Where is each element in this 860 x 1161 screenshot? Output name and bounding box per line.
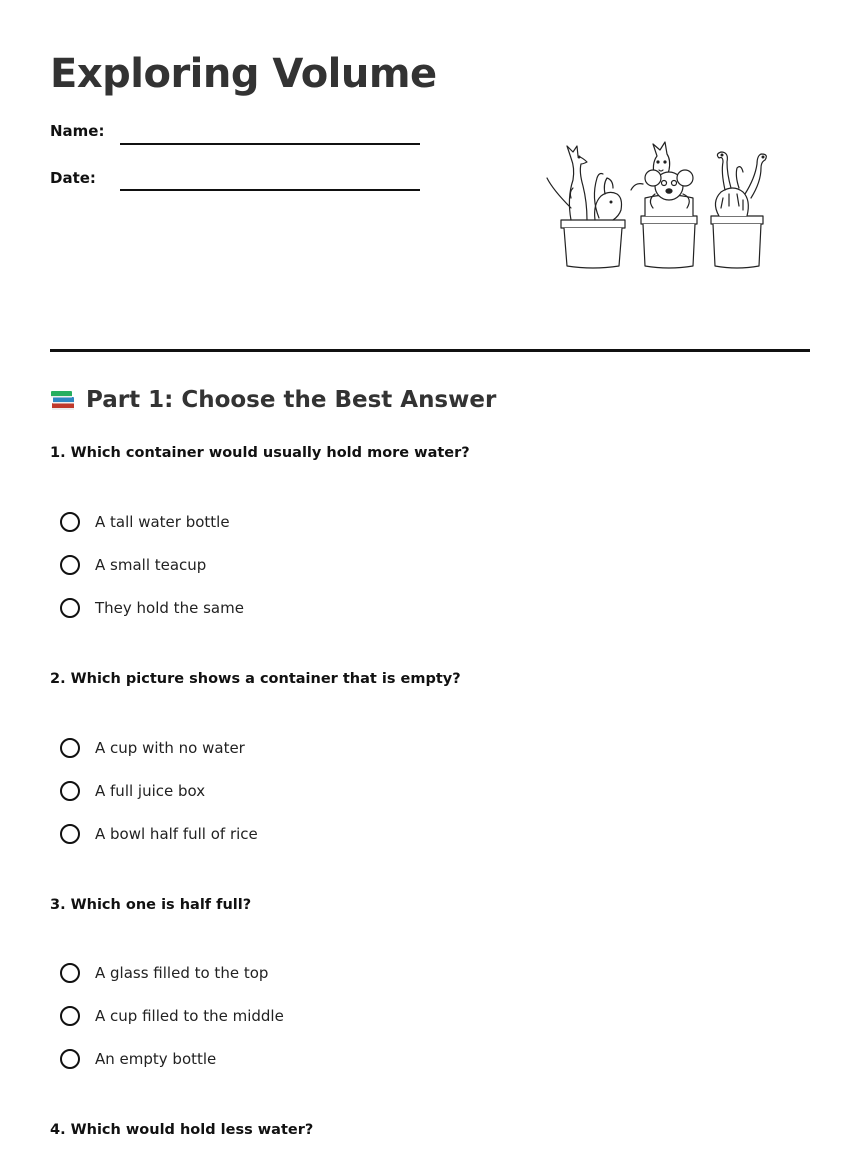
answer-option[interactable]: [60, 1046, 216, 1072]
answer-label: A cup with no water: [95, 739, 245, 757]
radio-button[interactable]: [60, 1006, 80, 1026]
date-label: Date:: [50, 169, 96, 187]
answer-label: An empty bottle: [95, 1050, 217, 1068]
radio-button[interactable]: [60, 963, 80, 983]
radio-button[interactable]: [60, 738, 80, 758]
radio-button[interactable]: [60, 512, 80, 532]
radio-button[interactable]: [60, 598, 80, 618]
answer-label: A full juice box: [95, 782, 206, 800]
question-text: 1. Which container would usually hold more water?: [50, 445, 470, 461]
section-title: [50, 387, 496, 413]
date-write-line[interactable]: [120, 189, 420, 191]
answer-option[interactable]: [60, 735, 245, 761]
answer-label: A tall water bottle: [95, 513, 230, 531]
books-icon: [50, 387, 76, 413]
name-write-line[interactable]: [120, 143, 420, 145]
answer-label: A bowl half full of rice: [95, 825, 258, 843]
answer-option[interactable]: [60, 1003, 284, 1029]
answer-option[interactable]: [60, 595, 244, 621]
question-text: 4. Which would hold less water?: [50, 1122, 314, 1138]
name-field: [50, 122, 430, 152]
radio-button[interactable]: [60, 555, 80, 575]
answer-label: A small teacup: [95, 556, 207, 574]
radio-button[interactable]: [60, 1049, 80, 1069]
animals-in-buckets-illustration: [543, 128, 773, 273]
answer-label: A cup filled to the middle: [95, 1007, 284, 1025]
name-label: Name:: [50, 122, 105, 140]
answer-option[interactable]: [60, 960, 268, 986]
answer-option[interactable]: [60, 821, 258, 847]
radio-button[interactable]: [60, 824, 80, 844]
answer-option[interactable]: [60, 778, 205, 804]
section-title-text: Part 1: Choose the Best Answer: [86, 387, 497, 413]
question-text: 2. Which picture shows a container that is empty?: [50, 671, 461, 687]
radio-button[interactable]: [60, 781, 80, 801]
answer-option[interactable]: [60, 552, 206, 578]
answer-label: A glass filled to the top: [95, 964, 269, 982]
answer-label: They hold the same: [95, 599, 244, 617]
section-divider: [50, 349, 810, 352]
answer-option[interactable]: [60, 509, 230, 535]
worksheet-title: Exploring Volume: [50, 51, 437, 97]
date-field: [50, 169, 430, 199]
question-text: 3. Which one is half full?: [50, 897, 252, 913]
